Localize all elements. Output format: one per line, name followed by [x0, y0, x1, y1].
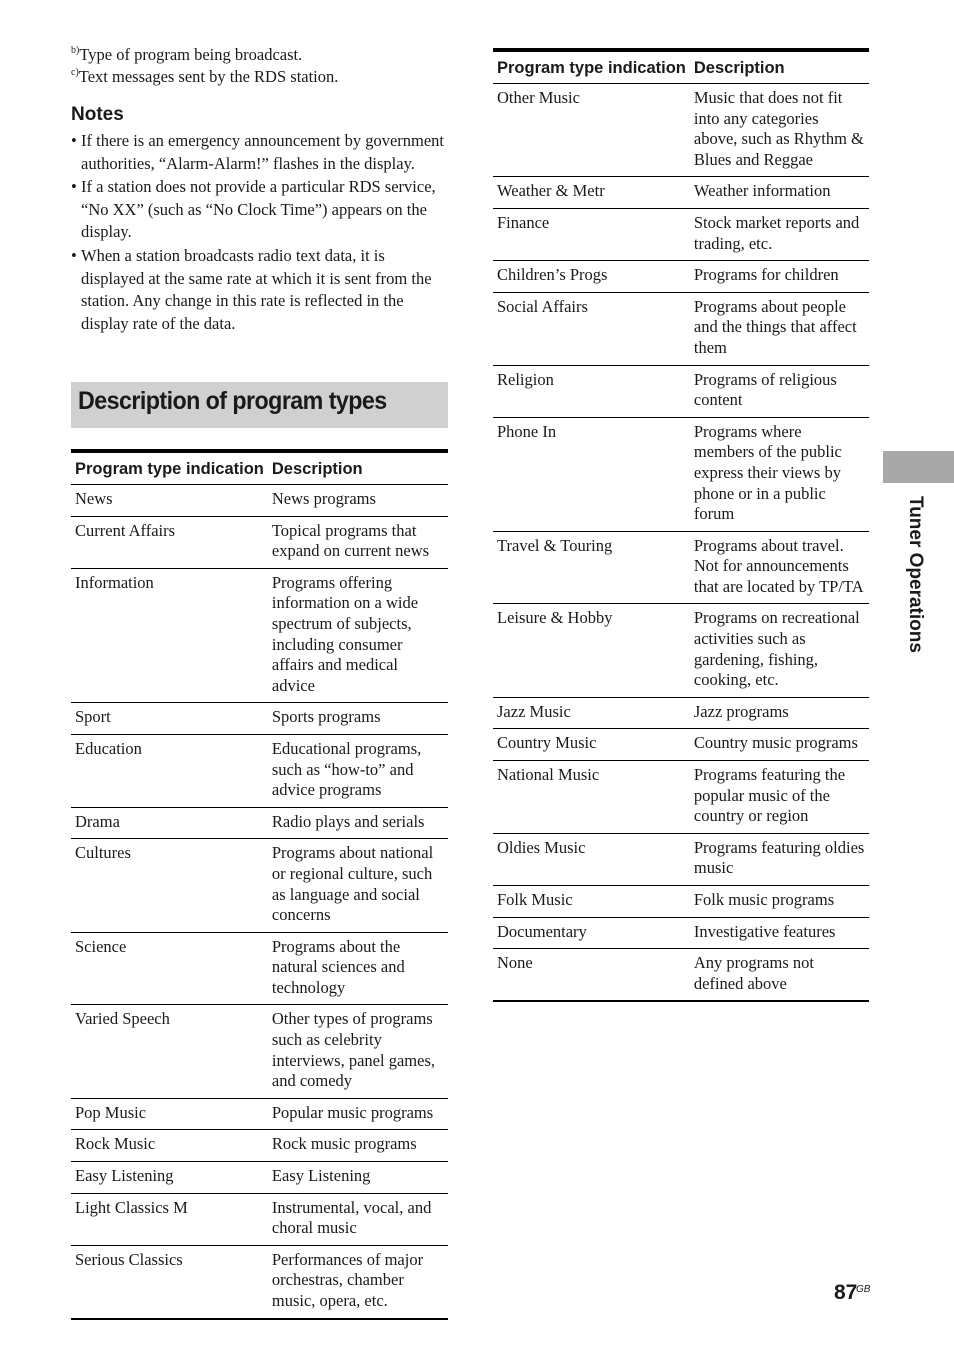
description-cell: Weather information: [690, 177, 869, 209]
program-type-cell: Drama: [71, 807, 268, 839]
description-cell: Programs where members of the public express their views by phone or in a public forum: [690, 417, 869, 531]
table-row: [71, 1162, 448, 1194]
description-cell: Programs about travel. Not for announcements that are located by TP/TA: [690, 531, 869, 604]
table-row: [71, 485, 448, 517]
program-type-cell: Other Music: [493, 84, 690, 177]
side-tab-text: Tuner Operations: [905, 496, 926, 653]
notes-heading: Notes: [71, 104, 124, 125]
table-row: [71, 703, 448, 735]
table-row: [493, 417, 869, 531]
table-row: [493, 261, 869, 293]
program-type-cell: Education: [71, 734, 268, 807]
program-types-table-left: [71, 449, 448, 1320]
program-type-cell: Phone In: [493, 417, 690, 531]
program-type-cell: News: [71, 485, 268, 517]
description-cell: Topical programs that expand on current news: [268, 516, 448, 568]
table-row: [493, 292, 869, 365]
table-row: [493, 761, 869, 834]
program-type-cell: Science: [71, 932, 268, 1005]
table-row: [493, 365, 869, 417]
program-type-cell: None: [493, 949, 690, 1002]
description-cell: Jazz programs: [690, 697, 869, 729]
description-cell: Programs about the natural sciences and technology: [268, 932, 448, 1005]
description-cell: Radio plays and serials: [268, 807, 448, 839]
table-row: [493, 729, 869, 761]
table-row: [71, 839, 448, 932]
section-heading-band: [71, 382, 448, 428]
table-row: [71, 1245, 448, 1318]
table-row: [493, 84, 869, 177]
side-tab-label: [904, 496, 928, 671]
notes-list: [71, 130, 447, 336]
table-row: [493, 886, 869, 918]
program-type-cell: Oldies Music: [493, 833, 690, 885]
description-cell: Educational programs, such as “how-to” and advice programs: [268, 734, 448, 807]
program-type-cell: Leisure & Hobby: [493, 604, 690, 697]
description-cell: Performances of major orchestras, chamber music, opera, etc.: [268, 1245, 448, 1318]
program-type-cell: Social Affairs: [493, 292, 690, 365]
program-type-cell: Pop Music: [71, 1098, 268, 1130]
description-cell: Music that does not fit into any categories above, such as Rhythm & Blues and Reggae: [690, 84, 869, 177]
description-cell: Country music programs: [690, 729, 869, 761]
program-type-cell: Finance: [493, 208, 690, 260]
program-type-cell: Weather & Metr: [493, 177, 690, 209]
table-row: [493, 208, 869, 260]
program-type-cell: Jazz Music: [493, 697, 690, 729]
program-type-cell: Serious Classics: [71, 1245, 268, 1318]
table-row: [71, 568, 448, 703]
table-row: [493, 604, 869, 697]
description-cell: Programs offering information on a wide spectrum of subjects, including consumer affairs and medical advice: [268, 568, 448, 703]
description-cell: Programs featuring oldies music: [690, 833, 869, 885]
table-row: [493, 917, 869, 949]
description-cell: Programs featuring the popular music of the country or region: [690, 761, 869, 834]
description-cell: Rock music programs: [268, 1130, 448, 1162]
description-cell: Programs about national or regional culture, such as language and social concerns: [268, 839, 448, 932]
note-item: • If a station does not provide a particular RDS service, “No XX” (such as “No Clock Time”) appears on the display.: [71, 176, 447, 244]
description-cell: Programs on recreational activities such as gardening, fishing, cooking, etc.: [690, 604, 869, 697]
page-number: 87: [834, 1281, 858, 1304]
description-cell: Folk music programs: [690, 886, 869, 918]
table-row: [493, 531, 869, 604]
program-type-cell: Light Classics M: [71, 1193, 268, 1245]
table-row: [71, 1130, 448, 1162]
program-type-cell: Varied Speech: [71, 1005, 268, 1098]
program-type-cell: Country Music: [493, 729, 690, 761]
page-number-suffix: GB: [856, 1284, 871, 1295]
program-type-cell: National Music: [493, 761, 690, 834]
program-type-cell: Sport: [71, 703, 268, 735]
header-program-type: Program type indication: [493, 50, 690, 84]
program-type-cell: Current Affairs: [71, 516, 268, 568]
table-header-row: [493, 50, 869, 84]
section-title: Description of program types: [78, 387, 387, 415]
table-row: [493, 833, 869, 885]
table-row: [71, 1193, 448, 1245]
description-cell: Other types of programs such as celebrity interviews, panel games, and comedy: [268, 1005, 448, 1098]
program-types-table-right: [493, 48, 869, 1002]
table-row: [71, 1098, 448, 1130]
header-description: Description: [690, 50, 869, 84]
program-type-cell: Cultures: [71, 839, 268, 932]
description-cell: Programs for children: [690, 261, 869, 293]
program-type-cell: Folk Music: [493, 886, 690, 918]
table-row: [71, 932, 448, 1005]
note-item: • If there is an emergency announcement by government authorities, “Alarm-Alarm!” flashes in the display.: [71, 130, 447, 175]
description-cell: Stock market reports and trading, etc.: [690, 208, 869, 260]
footnote-b: $^{b)}$Type of program being broadcast.: [71, 45, 303, 64]
description-cell: Popular music programs: [268, 1098, 448, 1130]
program-type-cell: Children’s Progs: [493, 261, 690, 293]
description-cell: Any programs not defined above: [690, 949, 869, 1002]
table-row: [493, 177, 869, 209]
header-program-type: Program type indication: [71, 451, 268, 485]
footnotes: [71, 44, 451, 88]
table-row: [71, 734, 448, 807]
footnote-c: $^{c)}$Text messages sent by the RDS station.: [71, 67, 339, 86]
table-row: [71, 807, 448, 839]
program-type-cell: Information: [71, 568, 268, 703]
side-tab-marker: [883, 451, 954, 483]
description-cell: Programs about people and the things that affect them: [690, 292, 869, 365]
table-row: [71, 516, 448, 568]
description-cell: Sports programs: [268, 703, 448, 735]
table-row: [493, 949, 869, 1002]
description-cell: News programs: [268, 485, 448, 517]
program-type-cell: Documentary: [493, 917, 690, 949]
table-header-row: [71, 451, 448, 485]
program-type-cell: Travel & Touring: [493, 531, 690, 604]
description-cell: Instrumental, vocal, and choral music: [268, 1193, 448, 1245]
description-cell: Investigative features: [690, 917, 869, 949]
table-row: [493, 697, 869, 729]
description-cell: Programs of religious content: [690, 365, 869, 417]
note-item: • When a station broadcasts radio text data, it is displayed at the same rate at which it is sent from the station. Any change in this rate is reflected in the display rate of the data.: [71, 245, 447, 335]
header-description: Description: [268, 451, 448, 485]
program-type-cell: Religion: [493, 365, 690, 417]
table-row: [71, 1005, 448, 1098]
program-type-cell: Easy Listening: [71, 1162, 268, 1194]
description-cell: Easy Listening: [268, 1162, 448, 1194]
program-type-cell: Rock Music: [71, 1130, 268, 1162]
